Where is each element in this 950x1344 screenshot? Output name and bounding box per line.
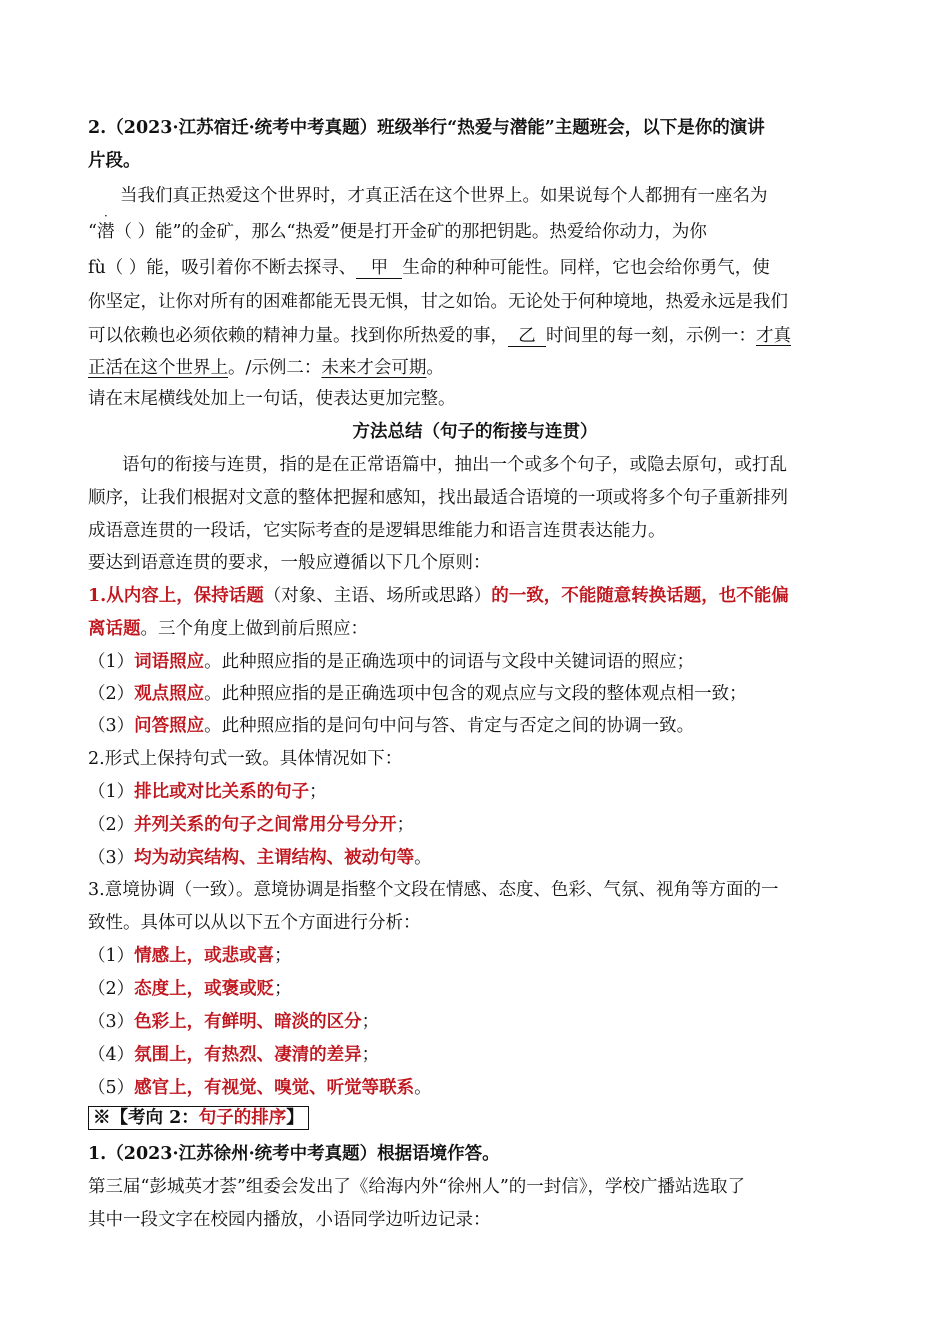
item-number: （3） (88, 716, 135, 736)
speech-text: （ ）能”的金矿，那么“热爱”便是打开金矿的那把钥匙。热爱给你动力，为你 (114, 222, 707, 242)
item-number: （4） (88, 1045, 135, 1065)
item-keyword: 排比或对比关系的句子 (134, 782, 310, 802)
principle-3-line1: 3.意境协调（一致）。意境协调是指整个文段在情感、态度、色彩、气氛、视角等方面的一 (88, 880, 779, 900)
principle-3-line2: 致性。具体可以从以下五个方面进行分析： (88, 913, 421, 933)
section-2-suffix: 】 (286, 1108, 304, 1128)
item-number: （3） (88, 1012, 135, 1032)
question-2-title-line2: 片段。 (88, 151, 141, 171)
section-2-prefix: ※【考向 2： (93, 1108, 199, 1128)
sub-item-1 (88, 650, 694, 674)
principle-1-line1 (88, 584, 789, 608)
method-intro-line2: 顺序，让我们根据对文意的整体把握和感知，找出最适合语境的一项或将多个句子重新排列 (88, 488, 788, 508)
speech-line-6 (88, 356, 444, 380)
speech-line-2 (88, 209, 707, 244)
method-heading: 方法总结（句子的衔接与连贯） (352, 422, 598, 442)
emphasis-dot: · (103, 209, 108, 223)
item-keyword: 感官上，有视觉、嗅觉、听觉等联系 (134, 1078, 415, 1098)
item-end: ； (309, 782, 327, 802)
speech-text: 可以依赖也必须依赖的精神力量。找到你所热爱的事， (88, 326, 508, 346)
speech-text: 生命的种种可能性。同样，它也会给你勇气，使 (402, 258, 770, 278)
item-number: （2） (88, 979, 135, 999)
speech-text: 。/示例二： (228, 358, 322, 378)
item-number: （5） (88, 1078, 135, 1098)
item-keyword: 并列关系的句子之间常用分号分开 (134, 815, 397, 835)
speech-line-5 (88, 324, 791, 348)
speech-line-3 (88, 256, 770, 280)
speech-text: 。 (426, 358, 444, 378)
section-2-title: 句子的排序 (198, 1108, 287, 1128)
speech-text: fù（ ）能，吸引着你不断去探寻、 (88, 258, 357, 278)
question-1-title: 1.（2023·江苏徐州·统考中考真题）根据语境作答。 (88, 1144, 500, 1164)
emphasis-dot-char (96, 209, 115, 244)
item-number: （1） (88, 652, 135, 672)
example-one-text: 才真 (756, 326, 791, 346)
item-end: ； (396, 815, 415, 835)
blank-jia: 甲 (356, 258, 402, 279)
mood-item-3 (88, 1010, 379, 1034)
question-1-line2: 其中一段文字在校园内播放，小语同学边听边记录： (88, 1210, 491, 1230)
section-2-label (88, 1106, 309, 1130)
dotted-character: 潜 (96, 222, 115, 242)
item-keyword: 情感上，或悲或喜 (134, 946, 275, 966)
principle-1-line2 (88, 617, 368, 641)
item-end: ； (361, 1012, 380, 1032)
method-intro-line3: 成语意连贯的一段话，它实际考查的是逻辑思维能力和语言连贯表达能力。 (88, 521, 666, 541)
principle-1-red: 的一致，不能随意转换话题，也不能偏 (491, 586, 789, 606)
form-item-2 (88, 813, 414, 837)
sub-item-2 (88, 682, 747, 706)
item-number: （3） (88, 848, 135, 868)
item-end: 。 (414, 1078, 432, 1098)
question-2-title-line1: 2.（2023·江苏宿迁·统考中考真题）班级举行“热爱与潜能”主题班会，以下是你的演讲 (88, 118, 765, 138)
item-keyword: 均为动宾结构、主谓结构、被动句等 (134, 848, 415, 868)
example-two-text: 未来才会可期 (321, 358, 427, 378)
item-number: （1） (88, 782, 135, 802)
item-number: （2） (88, 684, 135, 704)
sub-item-3 (88, 714, 694, 738)
item-number: （1） (88, 946, 135, 966)
form-item-3 (88, 846, 432, 870)
principle-1-tail: 。三个角度上做到前后照应： (140, 619, 368, 639)
blank-yi: 乙 (508, 326, 546, 347)
question-instruction: 请在末尾横线处加上一句话，使表达更加完整。 (88, 389, 456, 409)
item-keyword: 态度上，或褒或贬 (134, 979, 275, 999)
item-keyword: 色彩上，有鲜明、暗淡的区分 (134, 1012, 362, 1032)
mood-item-2 (88, 977, 292, 1001)
item-keyword: 观点照应 (134, 684, 205, 704)
speech-line-1: 当我们真正热爱这个世界时，才真正活在这个世界上。如果说每个人都拥有一座名为 (120, 186, 768, 206)
item-keyword: 词语照应 (134, 652, 205, 672)
example-one-text-cont: 正活在这个世界上 (88, 358, 228, 378)
item-text: 。此种照应指的是正确选项中的词语与文段中关键词语的照应； (204, 652, 695, 672)
principles-lead: 要达到语意连贯的要求，一般应遵循以下几个原则： (88, 553, 491, 573)
item-end: ； (274, 979, 292, 999)
speech-line-4: 你坚定，让你对所有的困难都能无畏无惧，甘之如饴。无论处于何种境地，热爱永远是我们 (88, 292, 788, 312)
item-end: ； (274, 946, 292, 966)
item-end: 。 (414, 848, 432, 868)
mood-item-4 (88, 1043, 379, 1067)
mood-item-1 (88, 944, 292, 968)
section-2-box (88, 1106, 309, 1130)
principle-1-red: 离话题 (88, 619, 141, 639)
principle-1-note: （对象、主语、场所或思路） (263, 586, 492, 606)
principle-2: 2.形式上保持句式一致。具体情况如下： (88, 749, 403, 769)
item-text: 。此种照应指的是正确选项中包含的观点应与文段的整体观点相一致； (204, 684, 747, 704)
form-item-1 (88, 780, 327, 804)
item-keyword: 氛围上，有热烈、凄清的差异 (134, 1045, 362, 1065)
method-intro-line1: 语句的衔接与连贯，指的是在正常语篇中，抽出一个或多个句子，或隐去原句，或打乱 (122, 455, 787, 475)
speech-text: “ (88, 222, 97, 242)
question-1-line1: 第三届“彭城英才荟”组委会发出了《给海内外“徐州人”的一封信》，学校广播站选取了 (88, 1177, 746, 1197)
principle-1-red: 1.从内容上，保持话题 (88, 586, 264, 606)
mood-item-5 (88, 1076, 432, 1100)
item-keyword: 问答照应 (134, 716, 205, 736)
item-end: ； (361, 1045, 380, 1065)
speech-text: 时间里的每一刻，示例一： (546, 326, 756, 346)
item-number: （2） (88, 815, 135, 835)
item-text: 。此种照应指的是问句中问与答、肯定与否定之间的协调一致。 (204, 716, 695, 736)
